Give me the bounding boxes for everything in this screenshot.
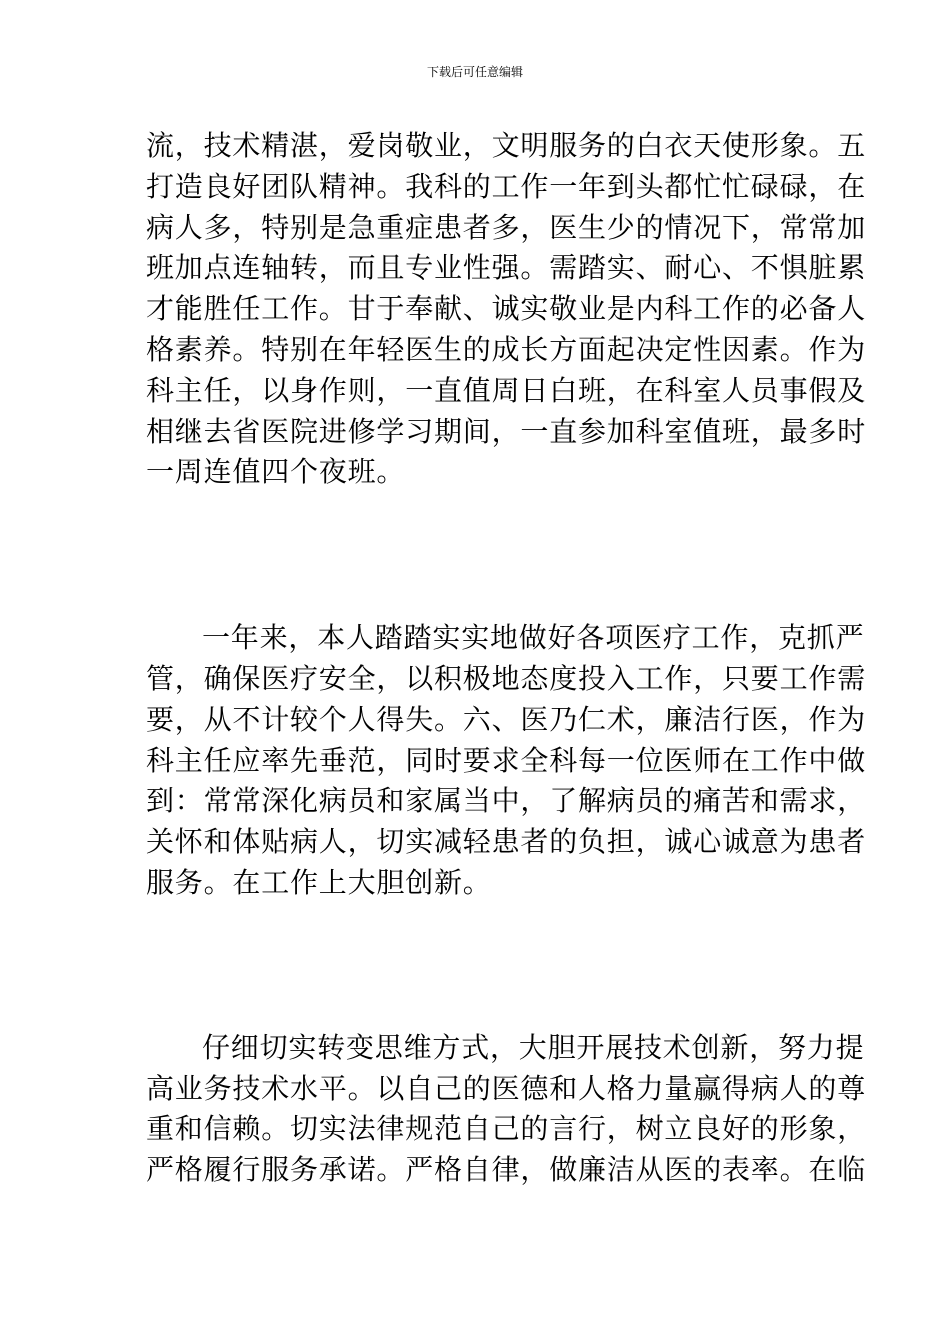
paragraph-line: 管，确保医疗安全，以积极地态度投入工作，只要工作需 [146, 661, 867, 695]
paragraph-line: 相继去省医院进修学习期间，一直参加科室值班，最多时 [146, 414, 867, 448]
paragraph-line: 流，技术精湛，爱岗敬业，文明服务的白衣天使形象。五 [146, 129, 867, 162]
paragraph-line: 仔细切实转变思维方式，大胆开展技术创新，努力提 [202, 1030, 865, 1064]
paragraph-2 [146, 618, 867, 904]
paragraph-line: 高业务技术水平。以自己的医德和人格力量赢得病人的尊 [146, 1071, 867, 1105]
paragraph-line: 一年来，本人踏踏实实地做好各项医疗工作，克抓严 [202, 621, 865, 655]
page-header-note: 下载后可任意编辑 [426, 65, 523, 79]
paragraph-spacer [146, 493, 806, 618]
paragraph-1 [146, 126, 867, 493]
paragraph-line: 关怀和体贴病人，切实减轻患者的负担，诚心诚意为患者 [146, 825, 867, 859]
paragraph-line: 服务。在工作上大胆创新。 [146, 865, 492, 899]
paragraph-line: 严格履行服务承诺。严格自律，做廉洁从医的表率。在临 [146, 1153, 867, 1187]
paragraph-line: 要，从不计较个人得失。六、医乃仁术，廉洁行医，作为 [146, 702, 867, 736]
paragraph-line: 重和信赖。切实法律规范自己的言行，树立良好的形象， [146, 1112, 867, 1146]
paragraph-line: 病人多，特别是急重症患者多，医生少的情况下，常常加 [146, 210, 867, 244]
paragraph-line: 班加点连轴转，而且专业性强。需踏实、耐心、不惧脏累 [146, 251, 867, 285]
paragraph-line: 打造良好团队精神。我科的工作一年到头都忙忙碌碌，在 [146, 169, 867, 203]
paragraph-spacer [146, 904, 806, 1028]
paragraph-line: 格素养。特别在年轻医生的成长方面起决定性因素。作为 [146, 332, 867, 366]
paragraph-line: 才能胜任工作。甘于奉献、诚实敬业是内科工作的必备人 [146, 292, 867, 326]
paragraph-line: 科主任应率先垂范，同时要求全科每一位医师在工作中做 [146, 743, 867, 777]
paragraph-line: 一周连值四个夜班。 [146, 455, 406, 489]
document-body [146, 126, 867, 1191]
paragraph-line: 到：常常深化病员和家属当中，了解病员的痛苦和需求， [146, 784, 867, 818]
paragraph-3 [146, 1028, 867, 1191]
paragraph-line: 科主任，以身作则，一直值周日白班，在科室人员事假及 [146, 373, 867, 407]
